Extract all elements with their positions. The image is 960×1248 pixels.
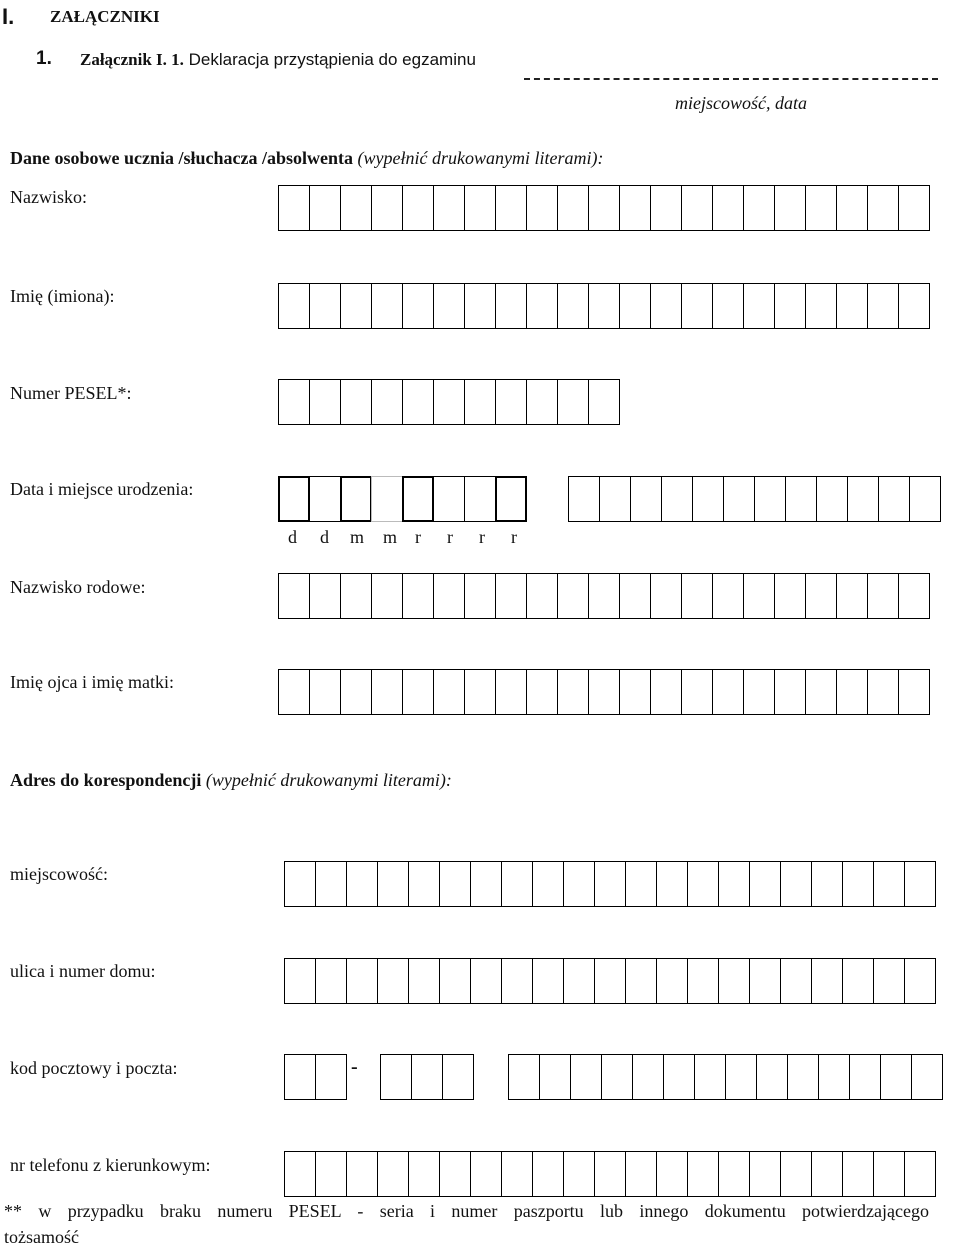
letter-box[interactable]: [718, 861, 750, 907]
letter-box[interactable]: [508, 1054, 540, 1100]
declaration-title: Deklaracja przystąpienia do egzaminu: [183, 50, 476, 69]
letter-box[interactable]: [681, 283, 713, 329]
letter-box[interactable]: [377, 1151, 409, 1197]
letter-box[interactable]: [911, 1054, 943, 1100]
letter-box[interactable]: [526, 185, 558, 231]
parents-field[interactable]: [278, 669, 930, 715]
letter-box[interactable]: [619, 573, 651, 619]
letter-box[interactable]: [873, 958, 905, 1004]
letter-box[interactable]: [756, 1054, 788, 1100]
letter-box[interactable]: [712, 573, 744, 619]
letter-box[interactable]: [694, 1054, 726, 1100]
letter-box[interactable]: [284, 958, 316, 1004]
birth-date-cell[interactable]: [464, 476, 496, 522]
letter-box[interactable]: [656, 1151, 688, 1197]
letter-box[interactable]: [402, 379, 434, 425]
letter-box[interactable]: [340, 185, 372, 231]
footnote-continued: tożsamość: [4, 1227, 79, 1247]
letter-box[interactable]: [371, 379, 403, 425]
letter-box[interactable]: [433, 185, 465, 231]
letter-box[interactable]: [408, 1151, 440, 1197]
address-heading: [10, 770, 452, 791]
birth-hint-year: r: [479, 527, 485, 547]
letter-box[interactable]: [805, 573, 837, 619]
letter-box[interactable]: [442, 1054, 474, 1100]
letter-box[interactable]: [836, 573, 868, 619]
letter-box[interactable]: [408, 958, 440, 1004]
letter-box[interactable]: [849, 1054, 881, 1100]
birth-date-cell[interactable]: [340, 476, 372, 522]
letter-box[interactable]: [805, 185, 837, 231]
maiden-name-label: Nazwisko rodowe:: [10, 577, 146, 597]
letter-box[interactable]: [847, 476, 879, 522]
letter-box[interactable]: [774, 573, 806, 619]
letter-box[interactable]: [495, 185, 527, 231]
letter-box[interactable]: [495, 379, 527, 425]
birth-hint-day: d: [288, 527, 297, 547]
letter-box[interactable]: [526, 283, 558, 329]
letter-box[interactable]: [371, 669, 403, 715]
attachment-label: Załącznik I. 1.: [80, 50, 184, 69]
letter-box[interactable]: [433, 283, 465, 329]
letter-box[interactable]: [309, 283, 341, 329]
place-date-label: miejscowość, data: [675, 93, 807, 113]
letter-box[interactable]: [880, 1054, 912, 1100]
street-field[interactable]: [284, 958, 936, 1004]
letter-box[interactable]: [898, 669, 930, 715]
letter-box[interactable]: [692, 476, 724, 522]
letter-box[interactable]: [625, 1151, 657, 1197]
letter-box[interactable]: [309, 379, 341, 425]
letter-box[interactable]: [836, 669, 868, 715]
city-label: miejscowość:: [10, 864, 108, 884]
letter-box[interactable]: [539, 1054, 571, 1100]
birth-hint-month: m: [350, 527, 365, 547]
footnote: ** w przypadku braku numeru PESEL - seria i numer paszportu lub innego dokumentu potwierdzającego: [4, 1201, 929, 1221]
letter-box[interactable]: [278, 283, 310, 329]
letter-box[interactable]: [805, 283, 837, 329]
letter-box[interactable]: [619, 185, 651, 231]
letter-box[interactable]: [340, 379, 372, 425]
letter-box[interactable]: [346, 958, 378, 1004]
letter-box[interactable]: [315, 1054, 347, 1100]
letter-box[interactable]: [439, 958, 471, 1004]
letter-box[interactable]: [712, 669, 744, 715]
letter-box[interactable]: [470, 1151, 502, 1197]
letter-box[interactable]: [774, 283, 806, 329]
section-title: ZAŁĄCZNIKI: [50, 7, 160, 26]
letter-box[interactable]: [501, 861, 533, 907]
birth-hint-year: r: [415, 527, 421, 547]
letter-box[interactable]: [278, 573, 310, 619]
letter-box[interactable]: [873, 1151, 905, 1197]
letter-box[interactable]: [723, 476, 755, 522]
letter-box[interactable]: [408, 861, 440, 907]
surname-label: Nazwisko:: [10, 187, 87, 207]
letter-box[interactable]: [909, 476, 941, 522]
birth-date-cell[interactable]: [371, 476, 403, 522]
item-number: 1.: [36, 48, 52, 69]
letter-box[interactable]: [619, 283, 651, 329]
letter-box[interactable]: [532, 861, 564, 907]
letter-box[interactable]: [867, 283, 899, 329]
letter-box[interactable]: [402, 283, 434, 329]
letter-box[interactable]: [346, 1151, 378, 1197]
birth-hint-year: r: [447, 527, 453, 547]
letter-box[interactable]: [557, 185, 589, 231]
letter-box[interactable]: [278, 185, 310, 231]
letter-box[interactable]: [867, 573, 899, 619]
letter-box[interactable]: [284, 1054, 316, 1100]
letter-box[interactable]: [464, 283, 496, 329]
letter-box[interactable]: [557, 283, 589, 329]
letter-box[interactable]: [532, 958, 564, 1004]
letter-box[interactable]: [718, 1151, 750, 1197]
letter-box[interactable]: [464, 669, 496, 715]
letter-box[interactable]: [594, 958, 626, 1004]
letter-box[interactable]: [774, 669, 806, 715]
letter-box[interactable]: [656, 861, 688, 907]
address-heading-bold: Adres do korespondencji: [10, 770, 202, 790]
letter-box[interactable]: [780, 1151, 812, 1197]
letter-box[interactable]: [315, 1151, 347, 1197]
letter-box[interactable]: [495, 573, 527, 619]
letter-box[interactable]: [867, 669, 899, 715]
birth-date-cell[interactable]: [278, 476, 310, 522]
letter-box[interactable]: [278, 379, 310, 425]
letter-box[interactable]: [687, 1151, 719, 1197]
letter-box[interactable]: [661, 476, 693, 522]
letter-box[interactable]: [402, 669, 434, 715]
birth-hint-day: d: [320, 527, 329, 547]
letter-box[interactable]: [588, 379, 620, 425]
letter-box[interactable]: [526, 379, 558, 425]
letter-box[interactable]: [495, 669, 527, 715]
letter-box[interactable]: [878, 476, 910, 522]
surname-field[interactable]: [278, 185, 930, 231]
letter-box[interactable]: [371, 573, 403, 619]
birth-place-field[interactable]: [568, 476, 941, 522]
letter-box[interactable]: [811, 1151, 843, 1197]
letter-box[interactable]: [588, 283, 620, 329]
letter-box[interactable]: [718, 958, 750, 1004]
letter-box[interactable]: [588, 669, 620, 715]
letter-box[interactable]: [842, 861, 874, 907]
letter-box[interactable]: [309, 669, 341, 715]
letter-box[interactable]: [563, 861, 595, 907]
letter-box[interactable]: [594, 1151, 626, 1197]
letter-box[interactable]: [873, 861, 905, 907]
letter-box[interactable]: [650, 573, 682, 619]
birth-date-field[interactable]: [278, 476, 527, 522]
letter-box[interactable]: [284, 1151, 316, 1197]
letter-box[interactable]: [712, 185, 744, 231]
letter-box[interactable]: [315, 861, 347, 907]
letter-box[interactable]: [377, 958, 409, 1004]
letter-box[interactable]: [371, 185, 403, 231]
letter-box[interactable]: [532, 1151, 564, 1197]
letter-box[interactable]: [904, 861, 936, 907]
letter-box[interactable]: [278, 669, 310, 715]
letter-box[interactable]: [433, 573, 465, 619]
letter-box[interactable]: [433, 379, 465, 425]
birth-hint-month: m: [383, 527, 398, 547]
letter-box[interactable]: [780, 958, 812, 1004]
letter-box[interactable]: [743, 283, 775, 329]
letter-box[interactable]: [464, 379, 496, 425]
street-label: ulica i numer domu:: [10, 961, 156, 981]
letter-box[interactable]: [681, 185, 713, 231]
letter-box[interactable]: [630, 476, 662, 522]
letter-box[interactable]: [557, 573, 589, 619]
letter-box[interactable]: [340, 669, 372, 715]
postal-dash: -: [351, 1056, 358, 1078]
phone-field[interactable]: [284, 1151, 936, 1197]
address-heading-hint: (wypełnić drukowanymi literami):: [205, 770, 452, 790]
letter-box[interactable]: [811, 958, 843, 1004]
letter-box[interactable]: [650, 283, 682, 329]
letter-box[interactable]: [650, 185, 682, 231]
postal-code-part1[interactable]: [284, 1054, 347, 1100]
letter-box[interactable]: [780, 861, 812, 907]
pesel-label: Numer PESEL*:: [10, 383, 132, 403]
letter-box[interactable]: [836, 283, 868, 329]
place-date-line[interactable]: [524, 78, 938, 80]
letter-box[interactable]: [743, 185, 775, 231]
letter-box[interactable]: [464, 185, 496, 231]
letter-box[interactable]: [805, 669, 837, 715]
post-office-field[interactable]: [508, 1054, 943, 1100]
first-names-label: Imię (imiona):: [10, 286, 115, 306]
letter-box[interactable]: [632, 1054, 664, 1100]
letter-box[interactable]: [563, 958, 595, 1004]
letter-box[interactable]: [315, 958, 347, 1004]
letter-box[interactable]: [495, 283, 527, 329]
letter-box[interactable]: [601, 1054, 633, 1100]
letter-box[interactable]: [402, 185, 434, 231]
letter-box[interactable]: [380, 1054, 412, 1100]
birth-date-cell[interactable]: [309, 476, 341, 522]
letter-box[interactable]: [898, 573, 930, 619]
letter-box[interactable]: [371, 283, 403, 329]
letter-box[interactable]: [842, 1151, 874, 1197]
section-number: I.: [2, 4, 15, 29]
letter-box[interactable]: [754, 476, 786, 522]
postal-label: kod pocztowy i poczta:: [10, 1058, 178, 1078]
letter-box[interactable]: [402, 573, 434, 619]
letter-box[interactable]: [774, 185, 806, 231]
parents-label: Imię ojca i imię matki:: [10, 672, 174, 692]
letter-box[interactable]: [787, 1054, 819, 1100]
letter-box[interactable]: [599, 476, 631, 522]
letter-box[interactable]: [656, 958, 688, 1004]
birth-hint-year: r: [511, 527, 517, 547]
letter-box[interactable]: [588, 573, 620, 619]
personal-data-heading-bold: Dane osobowe ucznia /słuchacza /absolwenta: [10, 148, 354, 168]
letter-box[interactable]: [898, 185, 930, 231]
letter-box[interactable]: [433, 669, 465, 715]
letter-box[interactable]: [594, 861, 626, 907]
letter-box[interactable]: [712, 283, 744, 329]
letter-box[interactable]: [439, 1151, 471, 1197]
letter-box[interactable]: [681, 669, 713, 715]
letter-box[interactable]: [439, 861, 471, 907]
letter-box[interactable]: [743, 573, 775, 619]
letter-box[interactable]: [743, 669, 775, 715]
letter-box[interactable]: [650, 669, 682, 715]
letter-box[interactable]: [377, 861, 409, 907]
letter-box[interactable]: [816, 476, 848, 522]
letter-box[interactable]: [309, 185, 341, 231]
letter-box[interactable]: [568, 476, 600, 522]
personal-data-heading: [10, 148, 603, 169]
letter-box[interactable]: [526, 669, 558, 715]
letter-box[interactable]: [470, 861, 502, 907]
city-field[interactable]: [284, 861, 936, 907]
birth-date-cell[interactable]: [495, 476, 527, 522]
postal-code-part2[interactable]: [380, 1054, 474, 1100]
letter-box[interactable]: [725, 1054, 757, 1100]
birth-label: Data i miejsce urodzenia:: [10, 479, 194, 499]
letter-box[interactable]: [309, 573, 341, 619]
personal-data-heading-hint: (wypełnić drukowanymi literami):: [357, 148, 604, 168]
form-title: [80, 50, 476, 70]
letter-box[interactable]: [625, 861, 657, 907]
letter-box[interactable]: [346, 861, 378, 907]
letter-box[interactable]: [749, 1151, 781, 1197]
letter-box[interactable]: [619, 669, 651, 715]
letter-box[interactable]: [898, 283, 930, 329]
birth-date-cell[interactable]: [433, 476, 465, 522]
letter-box[interactable]: [411, 1054, 443, 1100]
letter-box[interactable]: [663, 1054, 695, 1100]
letter-box[interactable]: [625, 958, 657, 1004]
letter-box[interactable]: [340, 283, 372, 329]
letter-box[interactable]: [785, 476, 817, 522]
letter-box[interactable]: [340, 573, 372, 619]
letter-box[interactable]: [749, 861, 781, 907]
letter-box[interactable]: [588, 185, 620, 231]
letter-box[interactable]: [501, 958, 533, 1004]
letter-box[interactable]: [464, 573, 496, 619]
phone-label: nr telefonu z kierunkowym:: [10, 1155, 211, 1175]
letter-box[interactable]: [526, 573, 558, 619]
letter-box[interactable]: [557, 379, 589, 425]
letter-box[interactable]: [836, 185, 868, 231]
letter-box[interactable]: [904, 958, 936, 1004]
letter-box[interactable]: [867, 185, 899, 231]
first-names-field[interactable]: [278, 283, 930, 329]
letter-box[interactable]: [687, 958, 719, 1004]
maiden-name-field[interactable]: [278, 573, 930, 619]
letter-box[interactable]: [749, 958, 781, 1004]
letter-box[interactable]: [284, 861, 316, 907]
letter-box[interactable]: [501, 1151, 533, 1197]
letter-box[interactable]: [681, 573, 713, 619]
letter-box[interactable]: [570, 1054, 602, 1100]
letter-box[interactable]: [811, 861, 843, 907]
letter-box[interactable]: [563, 1151, 595, 1197]
letter-box[interactable]: [687, 861, 719, 907]
letter-box[interactable]: [904, 1151, 936, 1197]
letter-box[interactable]: [842, 958, 874, 1004]
letter-box[interactable]: [470, 958, 502, 1004]
birth-date-cell[interactable]: [402, 476, 434, 522]
letter-box[interactable]: [557, 669, 589, 715]
pesel-field[interactable]: [278, 379, 620, 425]
letter-box[interactable]: [818, 1054, 850, 1100]
